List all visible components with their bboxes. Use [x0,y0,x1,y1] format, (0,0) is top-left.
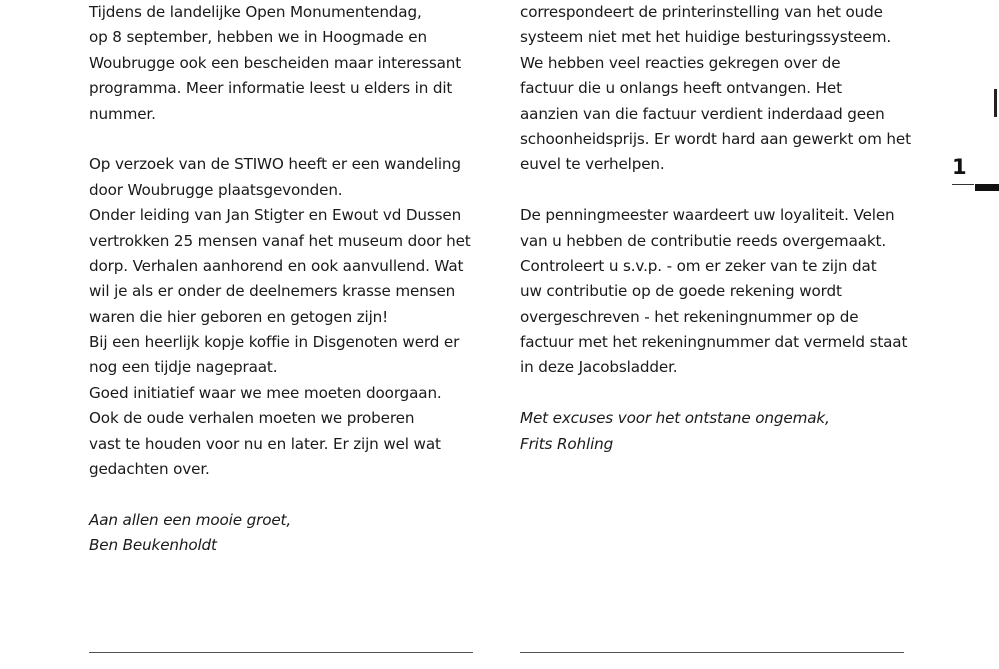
text-line: schoonheidsprijs. Er wordt hard aan gewerkt om het [520,129,911,148]
text-line: Op verzoek van de STIWO heeft er een wandeling [89,155,461,174]
text-line: nog een tijdje nagepraat. [89,358,278,377]
text-line: factuur met het rekeningnummer dat vermeld staat [520,333,908,352]
text-line: uw contributie op de goede rekening wordt [520,282,842,301]
left-signature: Ben Beukenholdt [89,536,217,555]
page-tab-marker [975,184,999,191]
paragraph-spacer [89,127,474,152]
text-line: Controleert u s.v.p. - om er zeker van te zijn dat [520,256,877,275]
text-line: De penningmeester waardeert uw loyaliteit. Velen [520,206,895,225]
right-column [520,0,911,457]
text-line: waren die hier geboren en getogen zijn! [89,307,389,326]
left-closing: Aan allen een mooie groet, [89,510,292,529]
paragraph-spacer [520,178,905,203]
text-line: door Woubrugge plaatsgevonden. [89,180,343,199]
text-line: vertrokken 25 mensen vanaf het museum door het [89,231,471,250]
text-line: correspondeert de printerinstelling van het oude [520,3,883,21]
text-line: van u hebben de contributie reeds overgemaakt. [520,231,887,250]
right-paragraph-2 [520,203,908,381]
text-line: in deze Jacobsladder. [520,358,678,377]
right-paragraph-1 [520,0,911,178]
text-line: Goed initiatief waar we mee moeten doorgaan. [89,383,442,402]
right-footer-rule [520,652,904,653]
text-line: aanzien van die factuur verdient inderdaad geen [520,104,885,123]
margin-edge-mark [994,89,997,117]
text-line: We hebben veel reacties gekregen over de [520,53,841,72]
text-line: dorp. Verhalen aanhorend en ook aanvullend. Wat [89,256,464,275]
text-line: Tijdens de landelijke Open Monumentendag, [89,3,422,21]
page-number-underline [952,184,974,185]
text-line: Bij een heerlijk kopje koffie in Disgenoten werd er [89,333,460,352]
left-column [89,0,474,559]
left-footer-rule [89,652,473,653]
text-line: factuur die u onlangs heeft ontvangen. Het [520,79,842,98]
text-line: vast te houden voor nu en later. Er zijn wel wat [89,434,441,453]
text-line: euvel te verhelpen. [520,155,665,174]
paragraph-spacer [520,381,905,406]
paragraph-spacer [89,482,474,507]
text-line: wil je als er onder de deelnemers krasse mensen [89,282,456,301]
text-line: Onder leiding van Jan Stigter en Ewout vd Dussen [89,206,462,225]
left-paragraph-1 [89,0,474,127]
text-line: op 8 september, hebben we in Hoogmade en [89,28,427,47]
text-line: Ook de oude verhalen moeten we proberen [89,409,415,428]
text-line: systeem niet met het huidige besturingssysteem. [520,28,892,47]
right-closing: Met excuses voor het ontstane ongemak, [520,409,830,428]
page-number: 1 [952,155,967,179]
right-signature: Frits Rohling [520,434,614,453]
left-paragraph-2 [89,152,474,482]
text-line: nummer. [89,104,156,123]
text-line: Woubrugge ook een bescheiden maar interessant [89,53,462,72]
text-line: overgeschreven - het rekeningnummer op de [520,307,859,326]
text-line: gedachten over. [89,460,210,479]
text-line: programma. Meer informatie leest u elders in dit [89,79,453,98]
